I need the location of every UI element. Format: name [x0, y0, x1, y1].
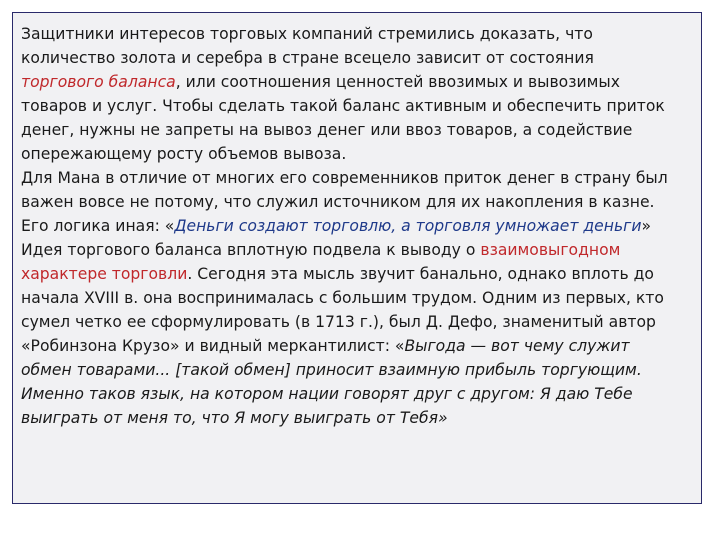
text-line [21, 190, 695, 214]
text-span: » [641, 217, 652, 235]
text-line [21, 214, 695, 238]
text-span: количество золота и серебра в стране всецело зависит от состояния [21, 49, 594, 67]
text-line [21, 382, 695, 406]
italic-quote-defoe: Именно таков язык, на котором нации говорят друг с другом: Я даю Тебе [21, 385, 633, 403]
text-span: , или соотношения ценностей ввозимых и вывозимых [175, 73, 620, 91]
text-line [21, 166, 695, 190]
text-line [21, 310, 695, 334]
text-span: Его логика иная: « [21, 217, 175, 235]
text-line [21, 46, 695, 70]
text-line [21, 142, 695, 166]
text-span: важен вовсе не потому, что служил источником для их накопления в казне. [21, 193, 655, 211]
text-span: Защитники интересов торговых компаний стремились доказать, что [21, 25, 593, 43]
text-span: Идея торгового баланса вплотную подвела к выводу о [21, 241, 481, 259]
text-line [21, 358, 695, 382]
highlight-trade-balance: торгового баланса [21, 73, 176, 91]
text-span: товаров и услуг. Чтобы сделать такой баланс активным и обеспечить приток [21, 97, 665, 115]
text-span: . Сегодня эта мысль звучит банально, однако вплоть до [187, 265, 654, 283]
text-line [21, 238, 695, 262]
text-line [21, 334, 695, 358]
text-line [21, 70, 695, 94]
italic-quote-defoe: обмен товарами... [такой обмен] приносит взаимную прибыль торгующим. [21, 361, 642, 379]
text-span: начала XVIII в. она воспринималась с большим трудом. Одним из первых, кто [21, 289, 664, 307]
highlight-mutual-benefit: взаимовыгодном [480, 241, 621, 259]
text-span: Для Мана в отличие от многих его современников приток денег в страну был [21, 169, 668, 187]
text-line [21, 118, 695, 142]
text-line [21, 22, 695, 46]
text-line [21, 406, 695, 430]
text-line [21, 94, 695, 118]
highlight-quote-money: Деньги создают торговлю, а торговля умножает деньги [174, 217, 642, 235]
highlight-trade-character: характере торговли [21, 265, 188, 283]
text-span: сумел четко ее сформулировать (в 1713 г.), был Д. Дефо, знаменитый автор [21, 313, 656, 331]
italic-quote-defoe: Выгода — вот чему служит [404, 337, 630, 355]
text-span: денег, нужны не запреты на вывоз денег или ввоз товаров, а содействие [21, 121, 633, 139]
italic-quote-defoe: выиграть от меня то, что Я могу выиграть от Тебя» [21, 409, 448, 427]
slide-frame [12, 12, 702, 504]
text-line [21, 286, 695, 310]
text-line [21, 262, 695, 286]
text-span: опережающему росту объемов вывоза. [21, 145, 347, 163]
text-body [21, 22, 695, 430]
text-span: «Робинзона Крузо» и видный меркантилист: « [21, 337, 405, 355]
